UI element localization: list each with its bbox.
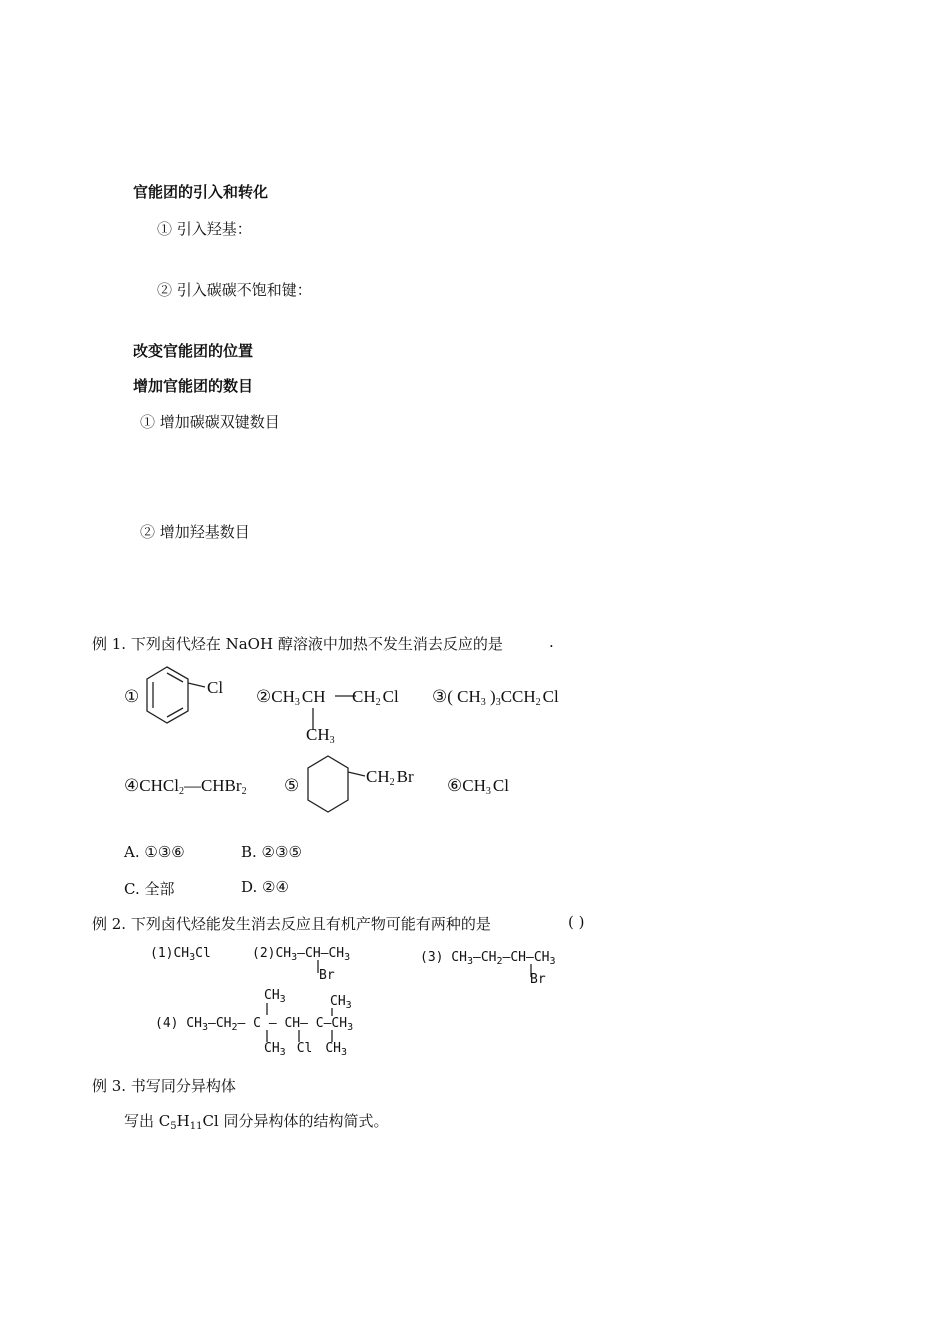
- example2-paren: ( ): [568, 913, 585, 931]
- ex3-q-h: H: [176, 1112, 190, 1130]
- option-b: B. ②③⑤: [241, 843, 302, 861]
- ex2-c4-bot1-sub: 3: [279, 1047, 286, 1058]
- ex2-c4-top-bonds: [266, 1003, 346, 1017]
- ex3-q-pre: 写出 C: [124, 1112, 171, 1130]
- compound-3-sub2: 3: [495, 697, 501, 708]
- ex2-c2-mid: —CH—CH: [297, 946, 345, 961]
- compound-2-branch-sub: 3: [329, 735, 335, 746]
- compound-2-branch: [306, 725, 335, 745]
- item-increase-double-bonds: ① 增加碳碳双键数目: [140, 413, 280, 431]
- compound-2-sub2: 2: [375, 697, 381, 708]
- heading-functional-group-intro: 官能团的引入和转化: [133, 183, 269, 201]
- example2-stem: 例 2. 下列卤代烃能发生消去反应且有机产物可能有两种的是: [92, 915, 491, 933]
- ex2-c4-sub1: 3: [201, 1022, 208, 1033]
- compound-2-branch-ch: CH: [306, 725, 330, 744]
- ex2-c2-br: Br: [319, 968, 335, 983]
- ex2-c4-top1-ch: CH: [264, 988, 280, 1003]
- item-introduce-unsaturated-bond: ② 引入碳碳不饱和键：: [157, 281, 312, 299]
- ex2-c2-pre: (2)CH: [252, 946, 292, 961]
- ex2-c3-pre: (3) CH: [420, 950, 467, 965]
- compound-5-number: ⑤: [284, 776, 300, 795]
- ex2-c4-top2-ch: CH: [330, 994, 346, 1009]
- compound-2-number: ②: [256, 687, 272, 706]
- ex2-c4-m2: — C — CH— C—CH: [237, 1016, 348, 1031]
- compound-3-a: ( CH: [447, 687, 481, 706]
- compound-1-cl: Cl: [207, 678, 224, 697]
- ex2-c4-sub2: 2: [231, 1022, 238, 1033]
- compound-5-br: Br: [396, 767, 414, 786]
- compound-6: [447, 776, 509, 796]
- item-increase-hydroxyl: ② 增加羟基数目: [140, 523, 250, 541]
- option-a: A. ①③⑥: [124, 843, 185, 861]
- ex2-c4-top1-sub: 3: [279, 994, 286, 1005]
- compound-4-sub2: 2: [241, 786, 247, 797]
- compound-6-cl: Cl: [492, 776, 509, 795]
- compound-2-ch3: CH: [271, 687, 295, 706]
- ex2-c2-sub1: 3: [291, 952, 298, 963]
- ex2-c3-m2: —CH—CH: [502, 950, 550, 965]
- ex2-compound-2: [252, 946, 350, 961]
- compound-5-sub: [366, 767, 414, 787]
- compound-5-ch2: CH: [366, 767, 390, 786]
- example1-stem: 例 1. 下列卤代烃在 NaOH 醇溶液中加热不发生消去反应的是: [92, 635, 503, 653]
- compound-1-number: ①: [124, 687, 140, 706]
- option-c: C. 全部: [124, 880, 175, 898]
- compound-3-c: CCH: [500, 687, 536, 706]
- item-introduce-hydroxyl: ① 引入羟基：: [157, 220, 252, 238]
- ex2-compound-3: [420, 950, 556, 965]
- ex2-c4-m1: —CH: [208, 1016, 232, 1031]
- ex2-compound-1: [150, 946, 211, 961]
- compound-3-sub1: 3: [480, 697, 486, 708]
- example3-stem: 例 3. 书写同分异构体: [92, 1077, 236, 1095]
- compound-3-number: ③: [432, 687, 448, 706]
- ex2-c1-cl: Cl: [195, 946, 211, 961]
- ex2-c4-bottom: [264, 1041, 347, 1056]
- compound-3-b: ): [485, 687, 496, 706]
- compound-6-ch: CH: [462, 776, 486, 795]
- ex2-c4-pre: (4) CH: [155, 1016, 202, 1031]
- ex2-c1-pre: (1)CH: [150, 946, 190, 961]
- ex3-q-post: Cl 同分异构体的结构简式。: [202, 1112, 389, 1130]
- compound-2-cl: Cl: [382, 687, 399, 706]
- ex2-c4-bot1-ch: CH: [264, 1041, 280, 1056]
- ex3-q-sub5: 5: [170, 1121, 177, 1132]
- compound-4-a: CHCl: [139, 776, 179, 795]
- ex2-c3-sub2: 2: [496, 956, 503, 967]
- ex2-compound-4: [155, 1016, 353, 1031]
- compound-4-number: ④: [124, 776, 140, 795]
- compound-2-ch: CH: [301, 687, 326, 706]
- ex2-c3-br: Br: [530, 972, 546, 987]
- compound-2-tail: [352, 687, 399, 707]
- example3-question: [124, 1110, 389, 1131]
- compound-5-sub2: 2: [389, 777, 395, 788]
- option-d: D. ②④: [241, 878, 289, 896]
- ex2-c3-sub1: 3: [466, 956, 473, 967]
- compound-2-ch2: CH: [352, 687, 376, 706]
- ex2-c4-bot2-cl: Cl: [296, 1041, 313, 1056]
- compound-2-sub: 3: [294, 697, 300, 708]
- compound-6-sub: 3: [485, 786, 491, 797]
- example1-blank: .: [549, 633, 554, 651]
- compound-3-sub3: 2: [535, 697, 541, 708]
- heading-change-position: 改变官能团的位置: [133, 342, 254, 360]
- ex2-c4-top2-sub: 3: [345, 1000, 352, 1011]
- compound-3: [432, 687, 559, 707]
- compound-6-number: ⑥: [447, 776, 463, 795]
- ex2-c4-bot3-ch: CH: [325, 1041, 341, 1056]
- ex3-q-sub11: 11: [189, 1121, 203, 1132]
- compound-4: [124, 776, 247, 796]
- compound-3-cl: Cl: [542, 687, 559, 706]
- ex2-c4-bot3-sub: 3: [341, 1047, 348, 1058]
- ex2-c4-top1: [264, 988, 286, 1003]
- ex2-c2-sub2: 3: [344, 952, 351, 963]
- ex2-c1-sub: 3: [189, 952, 196, 963]
- compound-4-sub1: 2: [178, 786, 184, 797]
- compound-4-b: —CHBr: [183, 776, 242, 795]
- compound-2: [256, 687, 326, 707]
- ex2-c3-sub3: 3: [549, 956, 556, 967]
- ex2-c4-sub3: 3: [347, 1022, 354, 1033]
- heading-increase-count: 增加官能团的数目: [133, 377, 254, 395]
- ex2-c3-m1: —CH: [473, 950, 497, 965]
